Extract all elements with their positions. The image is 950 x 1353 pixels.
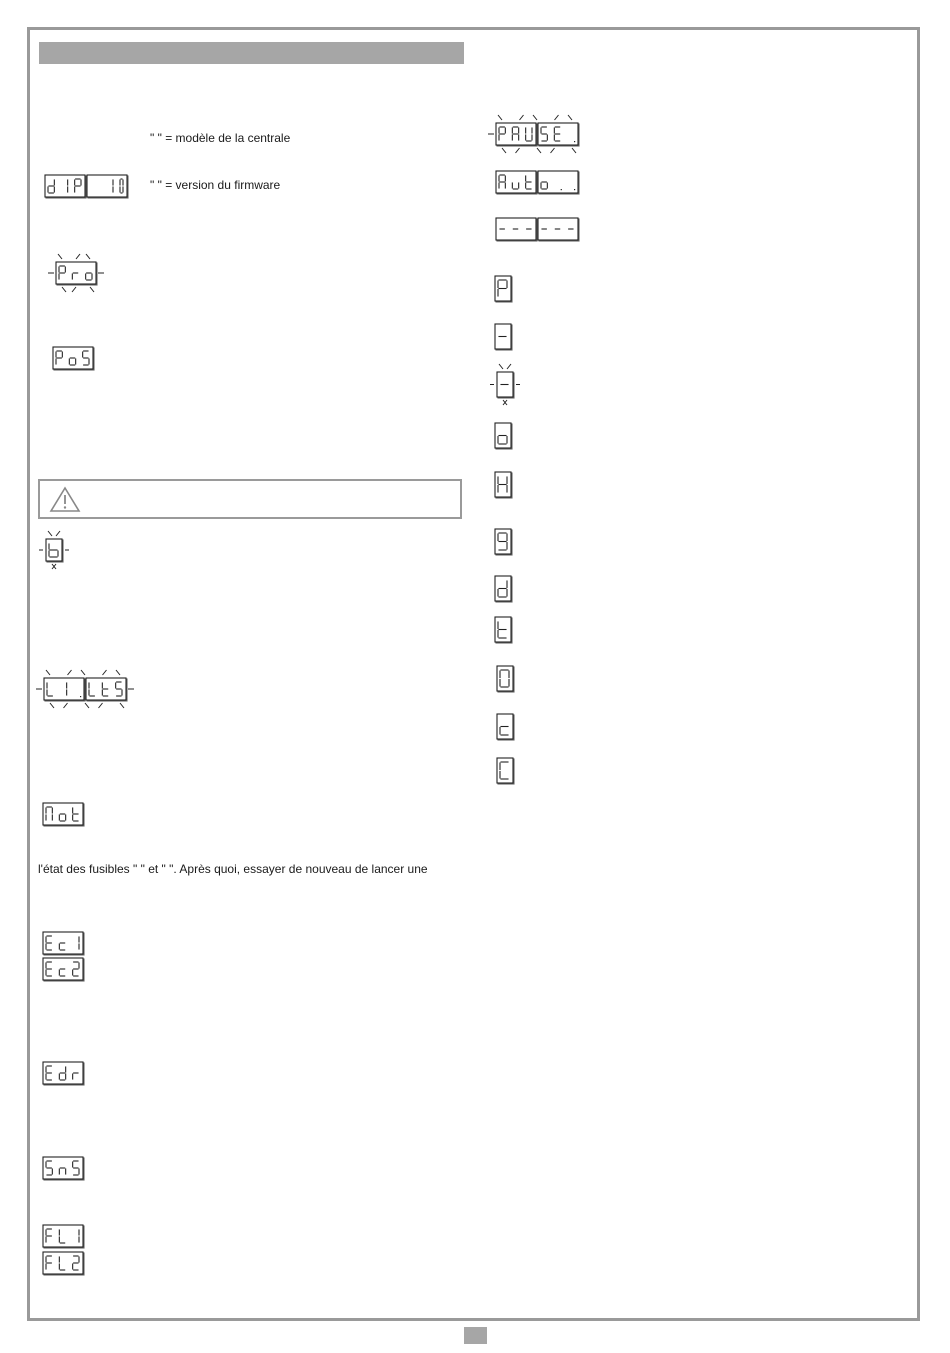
blink-ray <box>58 254 62 259</box>
ec1-display <box>43 931 87 955</box>
lcd-panel <box>43 803 84 826</box>
blink-ray <box>46 670 50 675</box>
blink-ray <box>85 703 89 708</box>
lcd-panel <box>497 372 514 398</box>
blink-ray <box>68 670 72 675</box>
lcd-panel <box>495 576 512 602</box>
lcd-panel <box>497 714 514 740</box>
mot-display <box>43 802 87 828</box>
lcd-panel <box>43 1062 84 1085</box>
blink-ray <box>56 531 60 536</box>
lcd-SL3-24E <box>45 116 129 140</box>
lcd-panel <box>495 276 512 302</box>
lcd-panel <box>497 666 514 692</box>
warning-box <box>38 479 462 519</box>
lcd-panel <box>46 539 63 562</box>
lcd-panel <box>495 529 512 555</box>
fl2-display <box>43 1251 87 1275</box>
t-single-display <box>495 616 515 644</box>
lcd-panel <box>43 1157 84 1180</box>
lcd-panel <box>45 175 86 198</box>
c-upper-single-display <box>497 757 517 785</box>
pro-display-blinking <box>40 253 112 295</box>
lcd-panel <box>53 347 94 370</box>
blink-ray <box>72 287 76 292</box>
lcd-panel <box>538 218 579 241</box>
blink-ray <box>62 287 66 292</box>
blink-ray <box>533 115 537 120</box>
9-single-display <box>495 528 515 556</box>
pos-display <box>53 346 97 372</box>
blink-ray <box>572 148 576 153</box>
lcd-panel <box>496 171 537 194</box>
dash-single-display <box>495 323 515 351</box>
blink-ray <box>502 148 506 153</box>
blink-ray <box>103 670 107 675</box>
blink-ray <box>537 148 541 153</box>
blink-ray <box>90 287 94 292</box>
lcd-panel <box>495 617 512 643</box>
blink-ray <box>520 115 524 120</box>
blink-ray <box>555 115 559 120</box>
lcd-panel <box>43 1252 84 1275</box>
c-single-display <box>497 713 517 741</box>
lcd-panel <box>56 262 97 285</box>
ec2-display <box>43 957 87 981</box>
fuse-status-text: l'état des fusibles " " et " ". Après quoi, essayer de nouveau de lancer une <box>38 862 428 876</box>
lcd-panel <box>86 678 127 701</box>
dash-single-display-blinking <box>488 366 526 406</box>
blink-ray <box>568 115 572 120</box>
lcd-panel <box>496 218 537 241</box>
pause-display-blinking <box>488 113 588 157</box>
p-single-display <box>495 275 515 303</box>
blink-ray <box>81 670 85 675</box>
firmware-description: " " = version du firmware <box>150 178 281 192</box>
lcd-panel <box>495 324 512 350</box>
lcd-panel <box>43 1225 84 1248</box>
blink-ray <box>64 703 68 708</box>
blink-ray <box>116 670 120 675</box>
lcd-panel <box>44 678 85 701</box>
model-display <box>45 116 129 140</box>
blink-ray <box>120 703 124 708</box>
page-number-tab <box>464 1327 487 1344</box>
edr-display <box>43 1061 87 1085</box>
b-display-blinking <box>37 530 73 568</box>
firmware-display <box>45 174 129 198</box>
lcd-panel <box>495 423 512 449</box>
blink-ray <box>551 148 555 153</box>
blink-ray <box>86 254 90 259</box>
blink-ray <box>50 703 54 708</box>
limits-display-blinking <box>38 669 138 709</box>
0-single-display <box>497 665 517 693</box>
warning-triangle-icon <box>49 486 81 513</box>
lcd-panel <box>495 472 512 498</box>
blink-ray <box>48 531 52 536</box>
lcd-panel <box>538 123 579 146</box>
lcd-panel <box>497 758 514 784</box>
lcd-panel <box>538 171 579 194</box>
fl1-display <box>43 1224 87 1248</box>
blink-ray <box>498 115 502 120</box>
section-header-bar <box>39 42 464 64</box>
lcd-panel <box>43 958 84 981</box>
blink-ray <box>76 254 80 259</box>
h-single-display <box>495 471 515 499</box>
blink-ray <box>516 148 520 153</box>
blink-ray <box>99 703 103 708</box>
model-description: " " = modèle de la centrale <box>150 131 291 145</box>
o-single-display <box>495 422 515 450</box>
lcd-panel <box>496 123 537 146</box>
lcd-panel <box>43 932 84 955</box>
dash-display <box>496 217 582 241</box>
page-frame <box>27 27 920 1321</box>
lcd-panel <box>87 175 128 198</box>
auto-display <box>496 170 582 194</box>
sns-display <box>43 1156 87 1180</box>
d-single-display <box>495 575 515 603</box>
